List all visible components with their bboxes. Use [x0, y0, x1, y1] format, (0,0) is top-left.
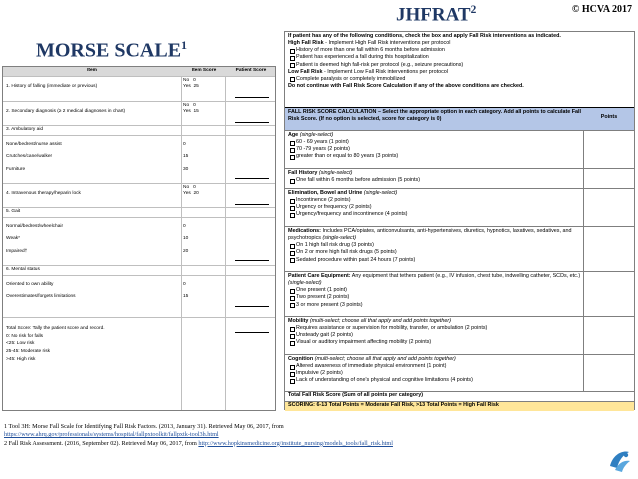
patient-care-equipment-section: Patient Care Equipment: Any equipment that tethers patient (e.g., IV infusion, chest tube, indwelling catheter, SCDs, etc.) (single-select) One present (1 point) Two present (2 points) 3 or more present (3 points): [285, 271, 634, 316]
fall-risk-calculation-header: FALL RISK SCORE CALCULATION – Select the appropriate option in each category. Add all points to calculate Fall Risk Score. (If no option is selected, score for category is 0) Points: [285, 107, 634, 130]
mobility-section: Mobility (multi-select; choose all that apply and add points together) Requires assistance or supervision for mobility, transfer, or ambulation (2 points) Unsteady gait (2 points) Visual or auditory impairment affecting mobility (2 points): [285, 316, 634, 354]
table-row: 3. Ambulatory aid: [3, 125, 275, 135]
table-row: Oriented to own ability Overestimates/forgets limitations 0 15: [3, 275, 275, 317]
fall-history-section: Fall History (single-select) One fall within 6 months before admission (5 points): [285, 168, 634, 188]
table-row: 6. Mental status: [3, 265, 275, 275]
copyright-notice: © HCVA 2017: [571, 4, 632, 15]
jhfrat-title: JHFRAT$^2$: [396, 4, 477, 26]
footnotes: [4, 423, 594, 448]
morse-scale-table: [2, 66, 276, 411]
hcva-logo-icon: [605, 446, 633, 474]
table-row: None/bedrest/nurse assist Crutches/cane/walker Furniture 0 15 30: [3, 135, 275, 183]
table-row: 1. History of falling (immediate or previous) No 0 Yes 25: [3, 76, 275, 101]
footnote-2: 2 Fall Risk Assessment. (2016, September 02). Retrieved May 06, 2017, from http://www.hopkinsmedicine.org/institute_nursing/models_tools/fall_risk.html: [4, 439, 393, 447]
points-column-header: Points: [600, 114, 618, 120]
morse-scale-title: MORSE SCALE$^1$: [36, 38, 188, 62]
jhfrat-conditions-section: If patient has any of the following conditions, check the box and apply Fall Risk interventions as indicated. High Fall Risk - Implement High Fall Risk interventions per protocol History of more than one fall within 6 months before admission Patient has experienced a fall during this hospitalization Patient is deemed high fall-risk per protocol (e.g., seizure precautions) Low Fall Risk - Implement Low Fall Risk interventions per protocol Complete paralysis or completely immobilized Do not continue with Fall Risk Score Calculation if any of the above conditions are checked.: [285, 32, 634, 107]
table-row: 4. Intravenous therapy/heparin lock No 0 Yes 20: [3, 183, 275, 207]
total-score-row: Total Fall Risk Score (Sum of all points per category): [285, 391, 634, 401]
table-row: [3, 317, 275, 412]
footnote-1-link[interactable]: https://www.ahrq.gov/professionals/systems/hospital/fallpxtoolkit/fallpxtk-tool3h.html: [4, 431, 219, 439]
table-row: 2. Secondary diagnosis (≥ 2 medical diagnoses in chart) No 0 Yes 15: [3, 101, 275, 125]
table-row: 5. Gait: [3, 207, 275, 217]
morse-header-row: Item Item Score Patient Score: [3, 67, 275, 76]
cognition-section: Cognition (multi-select; choose all that apply and add points together) Altered awareness of immediate physical environment (1 point) Impulsive (2 points) Lack of understanding of one's physical and cognitive limitations (4 points): [285, 354, 634, 391]
jhfrat-table: [284, 31, 635, 410]
table-row: Normal/bedrest/wheelchair Weak* Impaired† 0 10 20: [3, 217, 275, 265]
age-section: Age (single-select) 60 - 69 years (1 point) 70 -79 years (2 points) greater than or equal to 80 years (3 points): [285, 130, 634, 168]
medications-section: Medications: Includes PCA/opiates, anticonvulsants, anti-hypertensives, diuretics, hypnotics, laxatives, sedatives, and psychotropics (single-select) On 1 high fall risk drug (3 points) On 2 or more high fall risk drugs (5 points) Sedated procedure within past 24 hours (7 points): [285, 226, 634, 271]
morse-total-legend: Total Score: Tally the patient score and record. 0: No risk for falls <25: Low risk 25-45: Moderate risk >45: High risk: [6, 326, 105, 362]
elimination-section: Elimination, Bowel and Urine (single-select) Incontinence (2 points) Urgency or frequency (2 points) Urgency/frequency and incontinence (4 points): [285, 188, 634, 226]
footnote-2-link[interactable]: http://www.hopkinsmedicine.org/institute_nursing/models_tools/fall_risk.html: [198, 439, 393, 447]
footnote-1: 1 Tool 3H: Morse Fall Scale for Identifying Fall Risk Factors. (2013, January 31). Retrieved May 06, 2017, from https://www.ahrq.gov/professionals/systems/hospital/fallpxtoolkit/fallpxtk-tool3h.html: [4, 423, 284, 439]
scoring-legend: SCORING: 6-13 Total Points = Moderate Fall Risk, >13 Total Points = High Fall Risk: [285, 401, 634, 411]
